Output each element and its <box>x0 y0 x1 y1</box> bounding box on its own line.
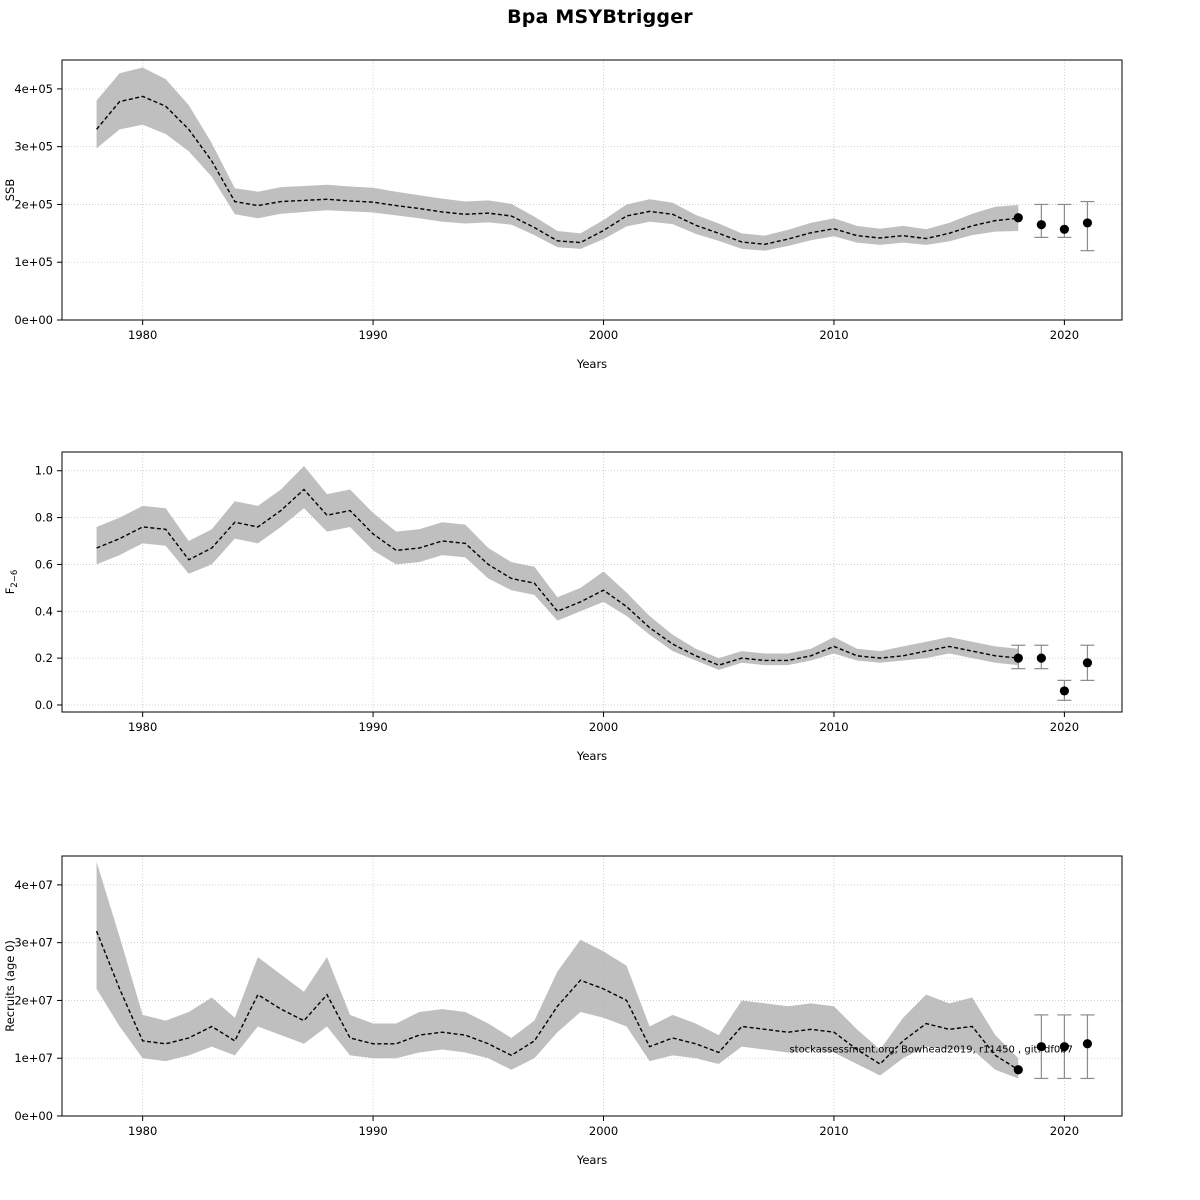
x-tick-label: 1980 <box>128 720 158 734</box>
x-tick-label: 2000 <box>588 720 619 734</box>
y-tick-label: 0.6 <box>34 557 53 572</box>
x-tick-label: 2010 <box>819 720 849 734</box>
y-tick-label: 4e+07 <box>14 877 53 892</box>
y-tick-label: 2e+07 <box>14 993 53 1008</box>
chart-panel-ssb <box>0 40 1200 390</box>
chart-panel-recruits <box>0 836 1200 1186</box>
x-tick-label: 2010 <box>819 1124 849 1138</box>
y-tick-label: 0e+00 <box>14 1109 53 1123</box>
y-tick-label: 4e+05 <box>14 81 53 96</box>
x-tick-label: 2000 <box>588 1124 619 1138</box>
y-tick-label: 0.4 <box>34 604 53 619</box>
y-tick-label: 1.0 <box>34 463 53 478</box>
y-axis-label: $F_{2-6}$ <box>3 569 20 595</box>
y-tick-label: 0e+00 <box>14 313 53 327</box>
x-tick-label: 2020 <box>1049 328 1080 342</box>
y-tick-label: 3e+05 <box>14 139 53 154</box>
x-tick-label: 1980 <box>128 328 158 342</box>
chart-panel-f <box>0 432 1200 782</box>
x-tick-label: 2020 <box>1049 720 1080 734</box>
y-tick-label: 2e+05 <box>14 197 53 212</box>
y-tick-label: 1e+05 <box>14 255 53 270</box>
x-tick-label: 2000 <box>588 328 619 342</box>
plot-f <box>0 432 1200 782</box>
plot-ssb <box>0 40 1200 390</box>
x-tick-label: 1990 <box>358 1124 388 1138</box>
y-axis-label: SSB <box>3 178 17 202</box>
x-axis-label: Years <box>576 749 608 763</box>
page-title: Bpa MSYBtrigger <box>507 6 693 28</box>
y-tick-label: 0.8 <box>34 510 53 525</box>
x-tick-label: 1990 <box>358 720 388 734</box>
y-tick-label: 1e+07 <box>14 1051 53 1066</box>
y-axis-label: Recruits (age 0) <box>3 940 17 1032</box>
source-footnote: stockassessment.org, Bowhead2019, r11450 , git: df0b7 <box>789 1044 1073 1056</box>
plot-recruits <box>0 836 1200 1186</box>
y-tick-label: 0.0 <box>34 697 53 712</box>
x-tick-label: 2010 <box>819 328 849 342</box>
x-tick-label: 2020 <box>1049 1124 1080 1138</box>
x-tick-label: 1990 <box>358 328 388 342</box>
x-axis-label: Years <box>576 1153 608 1167</box>
x-axis-label: Years <box>576 357 608 371</box>
x-tick-label: 1980 <box>128 1124 158 1138</box>
y-tick-label: 3e+07 <box>14 935 53 950</box>
y-tick-label: 0.2 <box>34 651 53 666</box>
